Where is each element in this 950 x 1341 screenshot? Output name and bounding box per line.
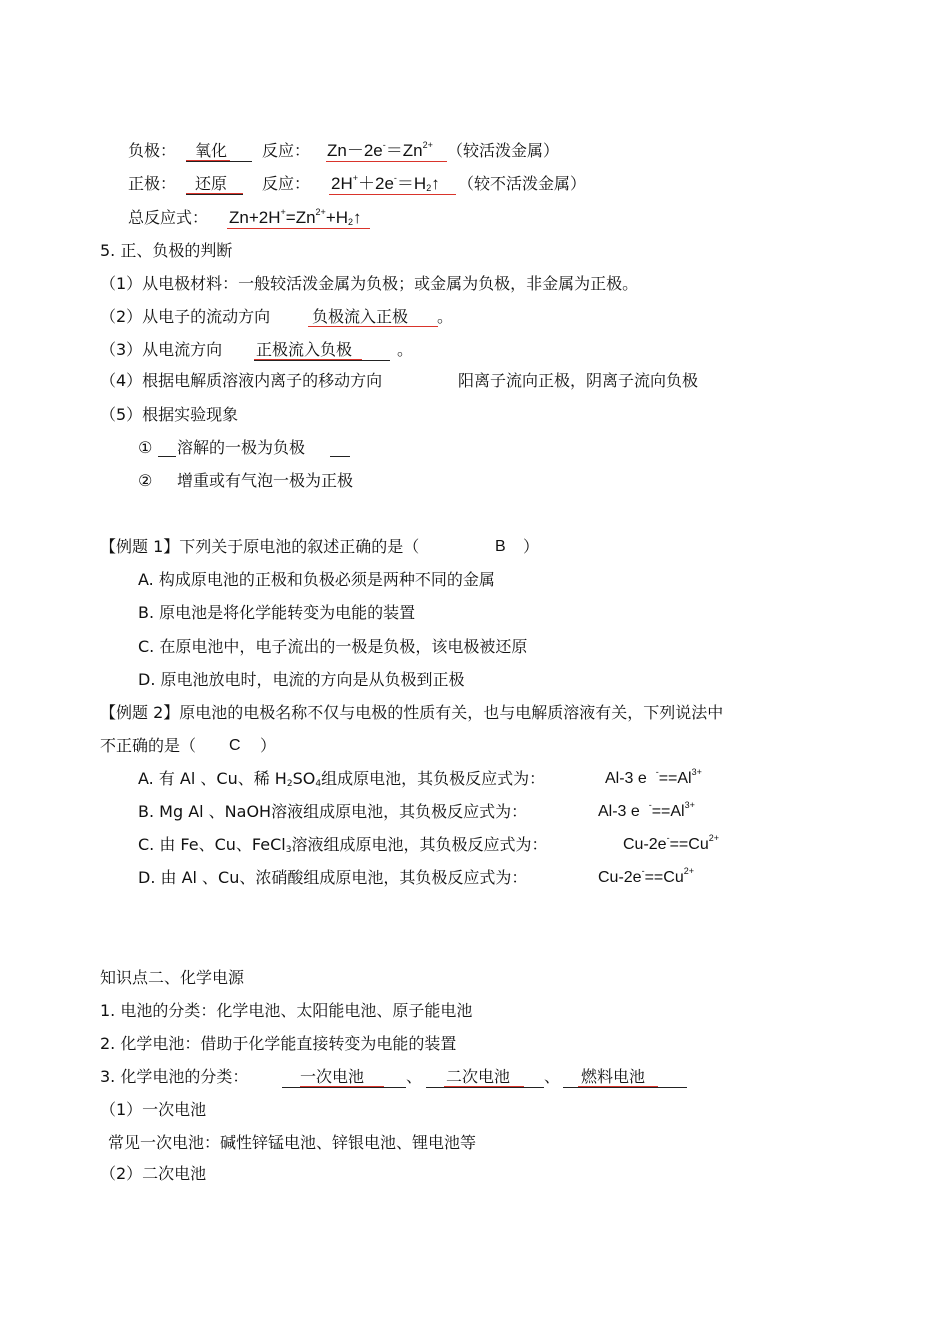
example-1-option-a: A. 构成原电池的正极和负极必须是两种不同的金属 (138, 570, 495, 589)
example-2-option-a-equation: Al-3 e $^-==Al^{3+}$ (605, 767, 702, 787)
example-2-stem-line-2: 不正确的是（ (100, 736, 197, 755)
answer-blank-line (563, 1087, 687, 1088)
example-2-stem-line-1: 【例题 2】原电池的电极名称不仅与电极的性质有关，也与电解质溶液有关，下列说法中 (100, 703, 724, 722)
battery-type-1: 一次电池 (300, 1067, 365, 1086)
example-2-option-c-equation: $Cu-2e^-==Cu^{2+}$ (623, 833, 719, 853)
example-2-option-d: D. 由 Al 、Cu、浓硝酸组成原电池，其负极反应式为： (138, 868, 528, 887)
reaction-label: 反应： (262, 174, 311, 193)
judge-item-3-end: 。 (397, 340, 414, 359)
example-2-option-d-equation: $Cu-2e^-==Cu^{2+}$ (598, 866, 694, 886)
section-2-item-3-label: 3. 化学电池的分类： (100, 1067, 249, 1086)
judge-sub-2-num: ② (138, 471, 153, 490)
equation-underline (329, 194, 456, 195)
judge-sub-2-text: 增重或有气泡一极为正极 (177, 471, 354, 490)
example-1-stem: 【例题 1】下列关于原电池的叙述正确的是（ (100, 537, 420, 556)
separator: 、 (406, 1067, 423, 1086)
judge-item-1: （1）从电极材料：一般较活泼金属为负极；或金属为负极，非金属为正极。 (100, 274, 639, 293)
example-1-close: ） (523, 537, 540, 556)
section-2-sub-1: （1）一次电池 (100, 1100, 207, 1119)
judge-item-3-label: （3）从电流方向 (100, 340, 223, 359)
answer-blank-line (186, 161, 252, 162)
answer-underline (308, 326, 438, 327)
section-heading: 5. 正、负极的判断 (100, 241, 233, 260)
battery-type-2: 二次电池 (446, 1067, 511, 1086)
equation-underline (326, 161, 447, 162)
section-2-common-primary: 常见一次电池：碱性锌锰电池、锌银电池、锂电池等 (108, 1133, 477, 1152)
example-2-answer: C (229, 737, 241, 754)
section-2-item-2: 2. 化学电池：借助于化学能直接转变为电能的装置 (100, 1034, 457, 1053)
answer-underline (186, 193, 243, 194)
judge-item-3-answer: 正极流入负极 (256, 340, 353, 359)
example-2-option-b: B. Mg Al 、NaOH溶液组成原电池，其负极反应式为： (138, 802, 528, 821)
answer-blank-line (282, 1087, 406, 1088)
separator: 、 (544, 1067, 561, 1086)
section-2-heading: 知识点二、化学电源 (100, 968, 245, 987)
answer-blank-line (254, 360, 390, 361)
answer-underline (186, 160, 230, 161)
example-2-option-c: C. 由 Fe、Cu、FeCl$_3$溶液组成原电池，其负极反应式为： (138, 835, 548, 855)
example-1-option-c: C. 在原电池中，电子流出的一极是负极，该电极被还原 (138, 637, 528, 656)
answer-blank-line (330, 456, 350, 457)
judge-sub-1-text: 溶解的一极为负极 (177, 438, 306, 457)
judge-sub-1-num: ① (138, 438, 153, 457)
example-2-option-a: A. 有 Al 、Cu、稀 $H_2SO_4$组成原电池，其负极反应式为： (138, 769, 546, 789)
neg-equation: $Zn-2e^-=Zn^{2+}$ (327, 140, 433, 160)
example-1-option-d: D. 原电池放电时，电流的方向是从负极到正极 (138, 670, 465, 689)
example-2-close: ） (260, 736, 277, 755)
equation-underline (227, 228, 370, 229)
section-2-sub-2: （2）二次电池 (100, 1164, 207, 1183)
neg-reaction-type: 氧化 (195, 141, 228, 160)
judge-item-4-label: （4）根据电解质溶液内离子的移动方向 (100, 371, 383, 390)
pos-reaction-type: 还原 (195, 174, 228, 193)
example-1-answer: B (495, 538, 506, 555)
neg-electrode-note: （较活泼金属） (447, 141, 560, 160)
judge-item-2-answer: 负极流入正极 (312, 307, 409, 326)
answer-blank-line (186, 194, 243, 195)
judge-item-5-label: （5）根据实验现象 (100, 405, 239, 424)
judge-item-2-label: （2）从电子的流动方向 (100, 307, 271, 326)
answer-blank-line (426, 1087, 544, 1088)
battery-type-3: 燃料电池 (581, 1067, 646, 1086)
answer-blank-line (158, 456, 176, 457)
pos-equation: $2H^++2e^-=H_2↑$ (331, 173, 440, 193)
judge-item-2-end: 。 (437, 307, 454, 326)
section-2-item-1: 1. 电池的分类：化学电池、太阳能电池、原子能电池 (100, 1001, 473, 1020)
judge-item-4-answer: 阳离子流向正极，阴离子流向负极 (458, 371, 699, 390)
neg-electrode-label: 负极： (128, 141, 177, 160)
pos-electrode-note: （较不活泼金属） (458, 174, 587, 193)
reaction-label: 反应： (262, 141, 311, 160)
answer-underline (254, 359, 362, 360)
example-2-option-b-equation: Al-3 e $^-==Al^{3+}$ (598, 800, 695, 820)
total-equation: $Zn+2H^+=Zn^{2+}+H_2↑$ (229, 207, 362, 227)
total-reaction-label: 总反应式： (128, 208, 209, 227)
example-1-option-b: B. 原电池是将化学能转变为电能的装置 (138, 603, 416, 622)
pos-electrode-label: 正极： (128, 174, 177, 193)
